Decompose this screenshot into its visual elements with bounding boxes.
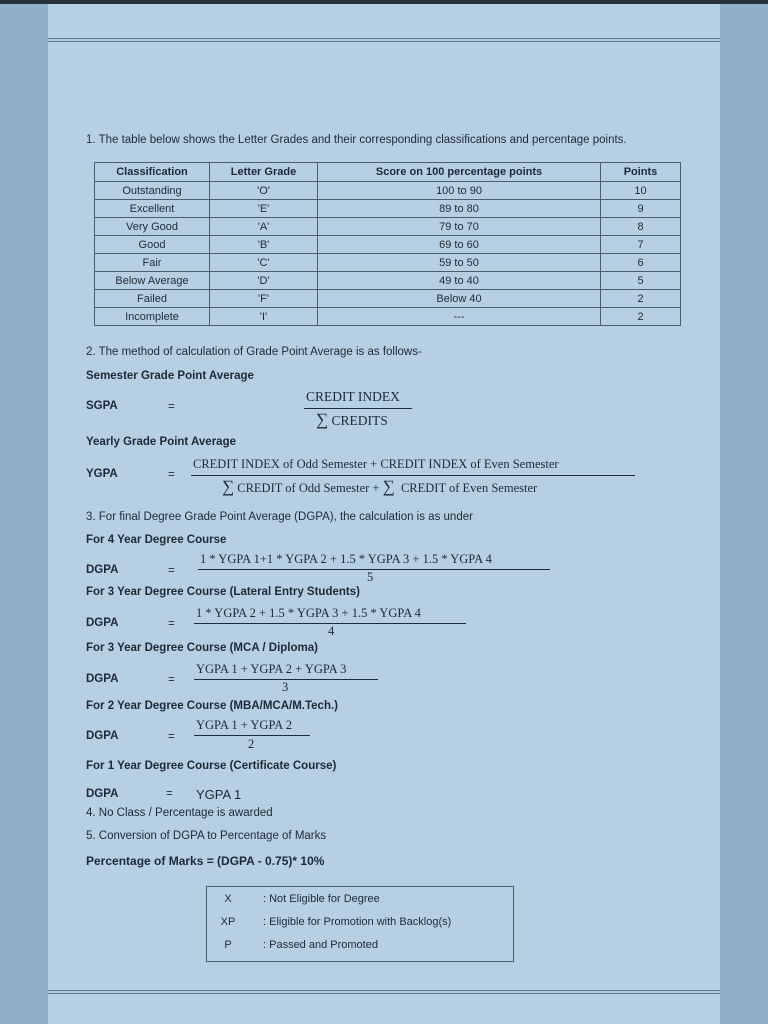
dgpa-intro: 3. For final Degree Grade Point Average (DGPA), the calculation is as under	[86, 511, 473, 523]
cell-score: Below 40	[318, 290, 601, 308]
legend-code: X	[224, 893, 232, 905]
cell-letter-grade: 'E'	[210, 200, 318, 218]
dgpa-4yr-heading: For 4 Year Degree Course	[86, 534, 227, 546]
table-row	[95, 290, 681, 308]
dgpa-3yr-lateral-heading: For 3 Year Degree Course (Lateral Entry Students)	[86, 586, 360, 598]
cell-score: ---	[318, 308, 601, 326]
dgpa-2yr-denominator: 2	[248, 737, 255, 751]
table-row	[95, 218, 681, 236]
table-header-row	[95, 163, 681, 182]
cell-classification: Good	[95, 236, 210, 254]
cell-points: 2	[601, 308, 681, 326]
dgpa-3yr-lateral-denominator: 4	[328, 624, 335, 638]
ygpa-heading: Yearly Grade Point Average	[86, 436, 236, 448]
header-points: Points	[601, 163, 681, 182]
header-letter-grade: Letter Grade	[210, 163, 318, 182]
dgpa-3yr-mca-heading: For 3 Year Degree Course (MCA / Diploma)	[86, 642, 318, 654]
cell-letter-grade: 'C'	[210, 254, 318, 272]
dgpa-1yr-heading: For 1 Year Degree Course (Certificate Course)	[86, 760, 337, 772]
method-intro: 2. The method of calculation of Grade Point Average is as follows-	[86, 346, 422, 358]
cell-classification: Failed	[95, 290, 210, 308]
cell-score: 100 to 90	[318, 182, 601, 200]
cell-score: 69 to 60	[318, 236, 601, 254]
sgpa-heading: Semester Grade Point Average	[86, 370, 254, 382]
grades-table	[94, 162, 681, 326]
cell-classification: Fair	[95, 254, 210, 272]
table-row	[95, 200, 681, 218]
sigma-symbol: ∑	[222, 477, 235, 496]
cell-points: 6	[601, 254, 681, 272]
dgpa-2yr-label: DGPA	[86, 730, 119, 742]
cell-letter-grade: 'O'	[210, 182, 318, 200]
dgpa-2yr-equals: =	[168, 731, 175, 743]
dgpa-3yr-mca-denominator: 3	[282, 680, 289, 694]
cell-points: 5	[601, 272, 681, 290]
table-row	[95, 236, 681, 254]
dgpa-3yr-mca-equals: =	[168, 674, 175, 686]
intro-text: 1. The table below shows the Letter Grades and their corresponding classifications and percentage points.	[86, 134, 627, 146]
dgpa-3yr-mca-numerator: YGPA 1 + YGPA 2 + YGPA 3	[196, 662, 347, 676]
sgpa-denominator	[316, 410, 388, 430]
dgpa-1yr-value: YGPA 1	[196, 787, 242, 802]
dgpa-4yr-numerator: 1 * YGPA 1+1 * YGPA 2 + 1.5 * YGPA 3 + 1.5 * YGPA 4	[200, 552, 492, 566]
dgpa-4yr-fraction-line	[198, 569, 550, 570]
ygpa-den-part1: CREDIT of Odd Semester +	[237, 481, 380, 495]
legend-text: : Not Eligible for Degree	[263, 893, 380, 905]
cell-classification: Very Good	[95, 218, 210, 236]
dgpa-3yr-mca-label: DGPA	[86, 673, 119, 685]
ygpa-numerator: CREDIT INDEX of Odd Semester + CREDIT INDEX of Even Semester	[193, 457, 559, 471]
cell-points: 2	[601, 290, 681, 308]
cell-score: 79 to 70	[318, 218, 601, 236]
cell-points: 10	[601, 182, 681, 200]
document-page	[48, 4, 720, 1024]
top-rule	[48, 38, 720, 42]
dgpa-1yr-label: DGPA	[86, 788, 119, 800]
cell-letter-grade: 'I'	[210, 308, 318, 326]
dgpa-2yr-heading: For 2 Year Degree Course (MBA/MCA/M.Tech.)	[86, 700, 338, 712]
bottom-rule	[48, 990, 720, 994]
legend-text: : Passed and Promoted	[263, 939, 378, 951]
cell-score: 49 to 40	[318, 272, 601, 290]
cell-points: 9	[601, 200, 681, 218]
ygpa-fraction-line	[191, 475, 635, 476]
ygpa-label: YGPA	[86, 468, 118, 480]
legend-code: P	[224, 939, 232, 951]
cell-score: 59 to 50	[318, 254, 601, 272]
dgpa-4yr-label: DGPA	[86, 564, 119, 576]
ygpa-den-part2: CREDIT of Even Semester	[400, 481, 538, 495]
dgpa-3yr-lateral-label: DGPA	[86, 617, 119, 629]
sgpa-denominator-text: CREDITS	[331, 413, 388, 428]
cell-score: 89 to 80	[318, 200, 601, 218]
ygpa-equals: =	[168, 469, 175, 481]
cell-letter-grade: 'D'	[210, 272, 318, 290]
legend-row	[207, 939, 513, 961]
no-class-note: 4. No Class / Percentage is awarded	[86, 807, 273, 819]
cell-points: 8	[601, 218, 681, 236]
sgpa-fraction-line	[304, 408, 412, 409]
table-row	[95, 272, 681, 290]
sgpa-numerator: CREDIT INDEX	[306, 389, 400, 404]
sgpa-equals: =	[168, 401, 175, 413]
dgpa-3yr-lateral-equals: =	[168, 618, 175, 630]
table-row	[95, 308, 681, 326]
cell-classification: Below Average	[95, 272, 210, 290]
dgpa-2yr-fraction-line	[194, 735, 310, 736]
cell-letter-grade: 'B'	[210, 236, 318, 254]
table-row	[95, 182, 681, 200]
dgpa-3yr-lateral-numerator: 1 * YGPA 2 + 1.5 * YGPA 3 + 1.5 * YGPA 4	[196, 606, 421, 620]
cell-classification: Excellent	[95, 200, 210, 218]
header-classification: Classification	[95, 163, 210, 182]
dgpa-4yr-denominator: 5	[367, 570, 374, 584]
dgpa-1yr-equals: =	[166, 788, 173, 800]
ygpa-denominator	[222, 477, 537, 497]
cell-letter-grade: 'F'	[210, 290, 318, 308]
cell-classification: Incomplete	[95, 308, 210, 326]
percentage-formula: Percentage of Marks = (DGPA - 0.75)* 10%	[86, 854, 325, 868]
sigma-symbol: ∑	[316, 410, 329, 429]
cell-points: 7	[601, 236, 681, 254]
sigma-symbol: ∑	[382, 477, 395, 496]
legend-row	[207, 916, 513, 938]
legend-code: XP	[220, 916, 236, 928]
dgpa-2yr-numerator: YGPA 1 + YGPA 2	[196, 718, 292, 732]
header-score: Score on 100 percentage points	[318, 163, 601, 182]
cell-letter-grade: 'A'	[210, 218, 318, 236]
dgpa-4yr-equals: =	[168, 565, 175, 577]
table-row	[95, 254, 681, 272]
sgpa-label: SGPA	[86, 400, 118, 412]
legend-text: : Eligible for Promotion with Backlog(s)	[263, 916, 452, 928]
legend-row	[207, 893, 513, 915]
cell-classification: Outstanding	[95, 182, 210, 200]
conversion-heading: 5. Conversion of DGPA to Percentage of Marks	[86, 830, 327, 842]
legend-box	[206, 886, 514, 962]
